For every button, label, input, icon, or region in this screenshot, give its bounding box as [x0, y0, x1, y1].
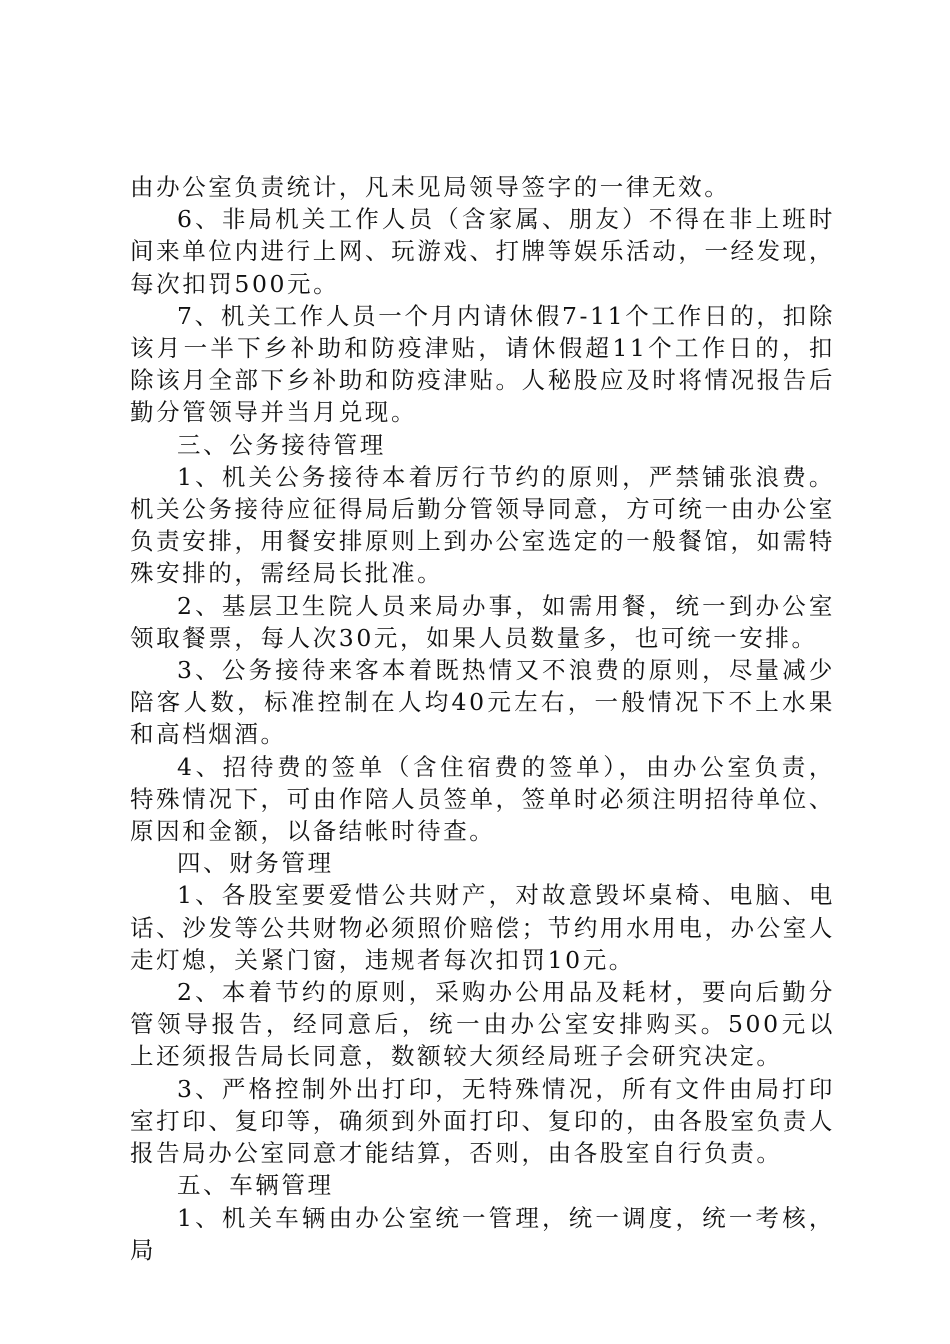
paragraph-finance-1: 1、各股室要爱惜公共财产，对故意毁坏桌椅、电脑、电话、沙发等公共财物必须照价赔偿；节约用水用电，办公室人走灯熄，关紧门窗，违规者每次扣罚10元。	[130, 881, 835, 974]
paragraph-reception-2: 2、基层卫生院人员来局办事，如需用餐，统一到办公室领取餐票，每人次30元，如果人员数量多，也可统一安排。	[130, 591, 835, 652]
paragraph-finance-3: 3、严格控制外出打印，无特殊情况，所有文件由局打印室打印、复印等，确须到外面打印、复印的，由各股室负责人报告局办公室同意才能结算，否则，由各股室自行负责。	[130, 1074, 835, 1168]
paragraph-item-7: 7、机关工作人员一个月内请休假7-11个工作日的，扣除该月一半下乡补助和防疫津贴，请休假超11个工作日的，扣除该月全部下乡补助和防疫津贴。人秘股应及时将情况报告后勤分管领导并当月兑现。	[130, 301, 835, 427]
paragraph-vehicles-1: 1、机关车辆由办公室统一管理，统一调度，统一考核，局	[130, 1203, 835, 1264]
paragraph-continuation: 由办公室负责统计，凡未见局领导签字的一律无效。	[130, 173, 731, 201]
section-heading-finance: 四、财务管理	[177, 849, 334, 878]
paragraph-reception-1: 1、机关公务接待本着厉行节约的原则，严禁铺张浪费。机关公务接待应征得局后勤分管领导同意，方可统一由办公室负责安排，用餐安排原则上到办公室选定的一般餐馆，如需特殊安排的，需经局长批准。	[130, 462, 835, 588]
paragraph-finance-2: 2、本着节约的原则，采购办公用品及耗材，要向后勤分管领导报告，经同意后，统一由办公室安排购买。500元以上还须报告局长同意，数额较大须经局班子会研究决定。	[130, 978, 835, 1071]
paragraph-reception-4: 4、招待费的签单（含住宿费的签单），由办公室负责，特殊情况下，可由作陪人员签单，签单时必须注明招待单位、原因和金额，以备结帐时待查。	[130, 752, 835, 846]
paragraph-reception-3: 3、公务接待来客本着既热情又不浪费的原则，尽量减少陪客人数，标准控制在人均40元左右，一般情况下不上水果和高档烟酒。	[130, 656, 835, 749]
section-heading-vehicles: 五、车辆管理	[177, 1171, 334, 1200]
section-heading-reception: 三、公务接待管理	[177, 430, 386, 459]
document-page	[130, 171, 835, 1266]
paragraph-item-6: 6、非局机关工作人员（含家属、朋友）不得在非上班时间来单位内进行上网、玩游戏、打牌等娱乐活动，一经发现，每次扣罚500元。	[130, 205, 835, 298]
